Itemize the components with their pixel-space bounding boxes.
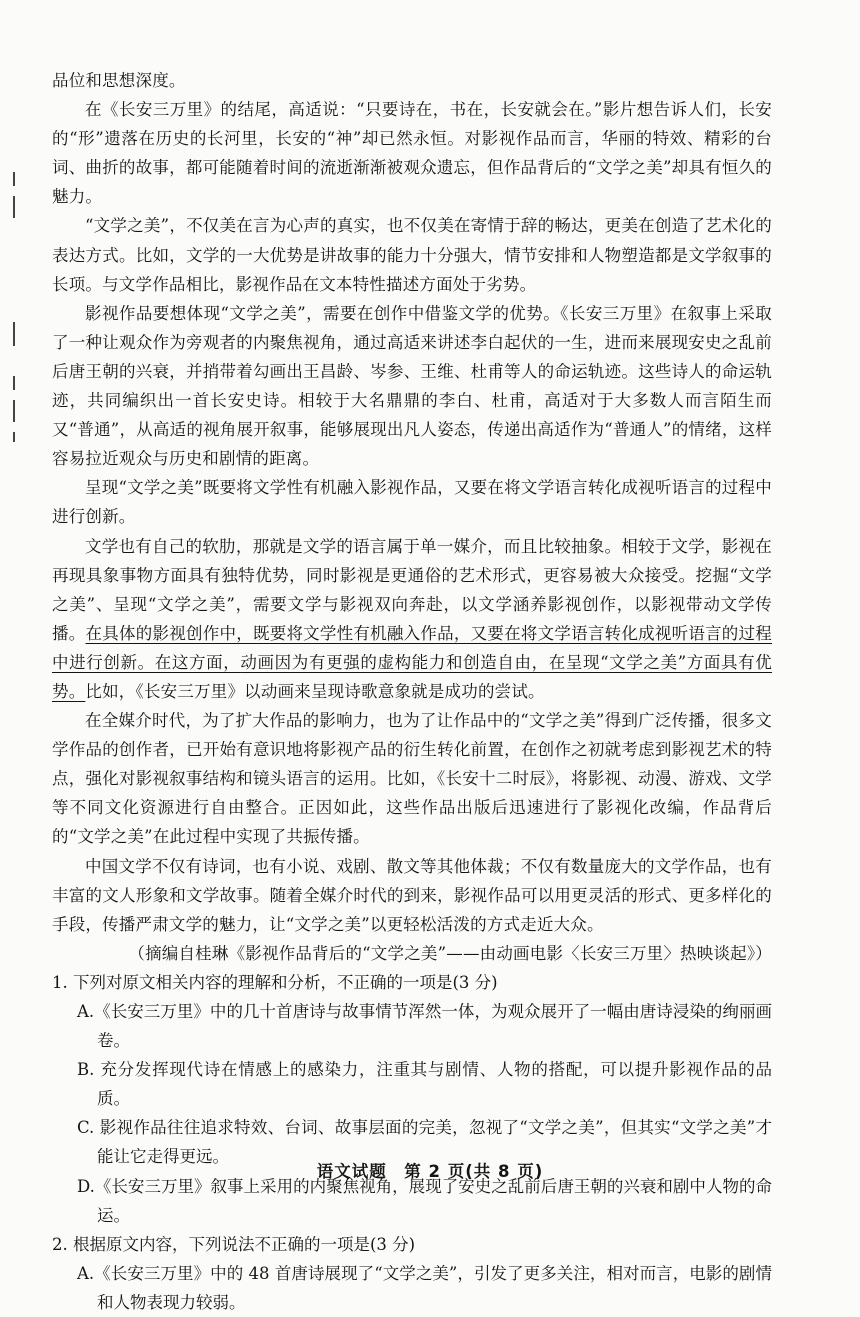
margin-mark [13, 322, 15, 346]
passage-paragraph [52, 532, 772, 707]
passage-paragraph: 中国文学不仅有诗词，也有小说、戏剧、散文等其他体裁；不仅有数量庞大的文学作品，也有丰富的文人形象和文学故事。随着全媒介时代的到来，影视作品可以用更灵活的形式、更多样化的手段，传播严肃文学的魅力，让“文学之美”以更轻松活泼的方式走近大众。 [52, 856, 772, 934]
margin-mark [13, 400, 15, 422]
question-stem: 1. 下列对原文相关内容的理解和分析，不正确的一项是(3 分) [52, 972, 498, 992]
option-a: A.《长安三万里》中的几十首唐诗与故事情节浑然一体，为观众展开了一幅由唐诗浸染的绚丽画卷。 [77, 1002, 772, 1051]
underlined-text: 动画因为有更强的虚构能力和创造自由，在呈现“文学之美”方面具有优势。 [52, 652, 772, 701]
passage-paragraph: “文学之美”，不仅美在言为心声的真实，也不仅美在寄情于辞的畅达，更美在创造了艺术化的表达方式。比如，文学的一大优势是讲故事的能力十分强大，情节安排和人物塑造都是文学叙事的长项。与文学作品相比，影视作品在文本特性描述方面处于劣势。 [52, 216, 772, 294]
question-2 [52, 1230, 772, 1317]
passage-text: 比如，《长安三万里》以动画来呈现诗歌意象就是成功的尝试。 [85, 681, 545, 701]
margin-mark [13, 172, 15, 186]
option-d: D.《长安三万里》叙事上采用的内聚焦视角，展现了安史之乱前后唐王朝的兴衰和剧中人物的命运。 [77, 1176, 772, 1225]
margin-mark [13, 376, 15, 390]
reading-passage [52, 66, 772, 968]
option-c: C. 影视作品往往追求特效、台词、故事层面的完美，忽视了“文学之美”，但其实“文学之美”才能让它走得更远。 [77, 1118, 772, 1167]
question-stem: 2. 根据原文内容，下列说法不正确的一项是(3 分) [52, 1234, 416, 1254]
passage-source: （摘编自桂琳《影视作品背后的“文学之美”——由动画电影〈长安三万里〉热映谈起》） [128, 943, 772, 963]
passage-paragraph: 在全媒介时代，为了扩大作品的影响力，也为了让作品中的“文学之美”得到广泛传播，很多文学作品的创作者，已开始有意识地将影视产品的衍生转化前置，在创作之初就考虑到影视艺术的特点，强化对影视叙事结构和镜头语言的运用。比如，《长安十二时辰》，将影视、动漫、游戏、文学等不同文化资源进行自由整合。正因如此，这些作品出版后迅速进行了影视化改编，作品背后的“文学之美”在此过程中实现了共振传播。 [52, 711, 772, 847]
margin-mark [13, 432, 15, 442]
passage-text: 文学也有自己的软肋，那就是文学的语言属于单一媒介，而且比较抽象。相较于文学，影视在再现具象事物方面具有独特优势，同时影视是更通俗的艺术形式，更容易被大众接受。挖掘“文学之美”、呈现“文学之美”，需要文学与影视双向奔赴，以文学涵养影视创作，以影视带动文学传播。 [52, 536, 772, 643]
page-footer: 语文试题 第 2 页(共 8 页) [316, 1162, 544, 1181]
margin-mark [13, 196, 15, 218]
passage-paragraph: 品位和思想深度。 [52, 71, 186, 90]
passage-paragraph: 呈现“文学之美”既要将文学性有机融入影视作品，又要在将文学语言转化成视听语言的过程中进行创新。 [52, 478, 772, 527]
underlined-text: 在具体的影视创作中，既要将文学性有机融入作品，又要在将文学语言转化成视听语言的过程中进行创新。在这方面， [52, 623, 773, 672]
option-b: B. 充分发挥现代诗在情感上的感染力，注重其与剧情、人物的搭配，可以提升影视作品的品质。 [77, 1060, 772, 1109]
option-a: A.《长安三万里》中的 48 首唐诗展现了“文学之美”，引发了更多关注，相对而言，电影的剧情和人物表现力较弱。 [77, 1263, 772, 1312]
passage-paragraph: 在《长安三万里》的结尾，高适说：“只要诗在，书在，长安就会在。”影片想告诉人们，长安的“形”遗落在历史的长河里，长安的“神”却已然永恒。对影视作品而言，华丽的特效、精彩的台词、曲折的故事，都可能随着时间的流逝渐渐被观众遗忘，但作品背后的“文学之美”却具有恒久的魅力。 [52, 100, 772, 207]
question-1 [52, 968, 772, 1230]
passage-paragraph: 影视作品要想体现“文学之美”，需要在创作中借鉴文学的优势。《长安三万里》在叙事上采取了一种让观众作为旁观者的内聚焦视角，通过高适来讲述李白起伏的一生，进而来展现安史之乱前后唐王朝的兴衰，并捎带着勾画出王昌龄、岑参、王维、杜甫等人的命运轨迹。这些诗人的命运轨迹，共同编织出一首长安史诗。相较于大名鼎鼎的李白、杜甫，高适对于大多数人而言陌生而又“普通”，从高适的视角展开叙事，能够展现出凡人姿态，传递出高适作为“普通人”的情绪，这样容易拉近观众与历史和剧情的距离。 [52, 303, 772, 469]
